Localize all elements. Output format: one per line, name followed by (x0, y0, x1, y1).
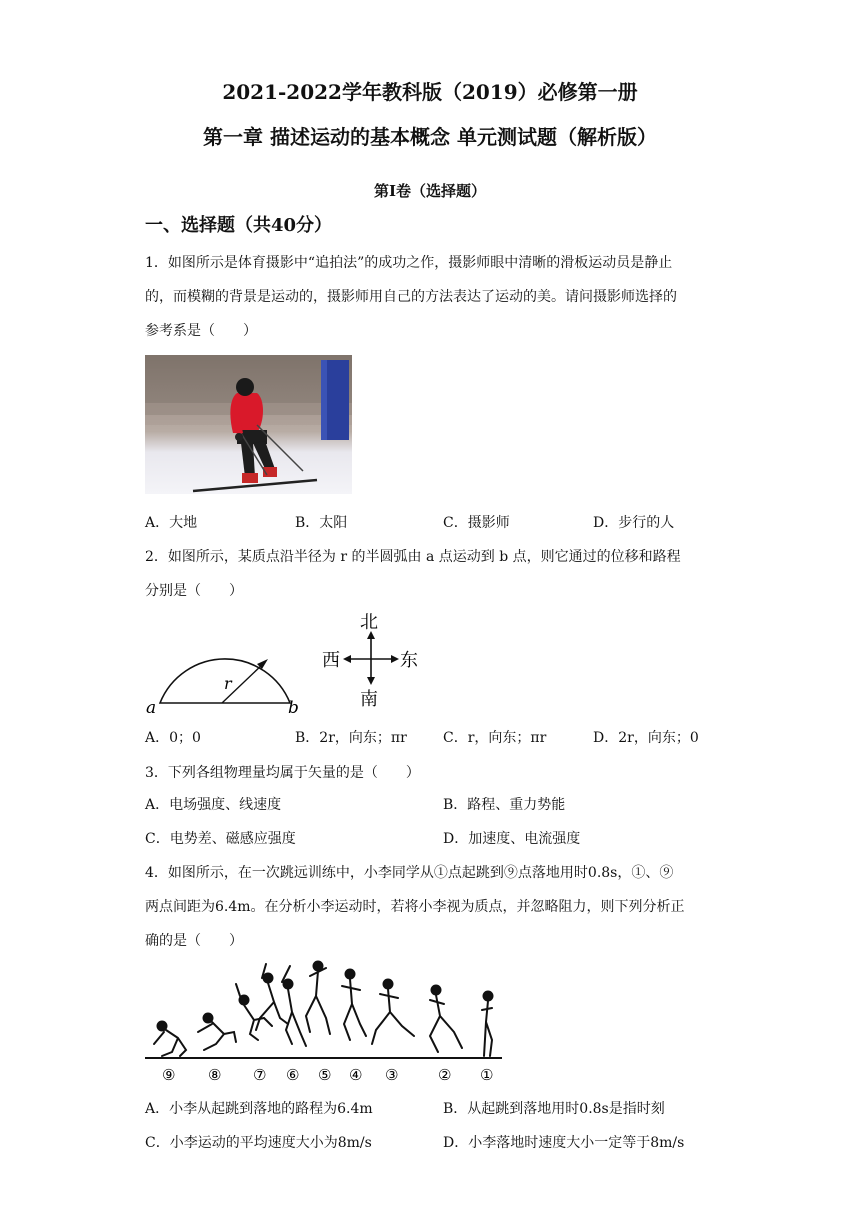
q4-option-b: B．从起跳到落地用时0.8s是指时刻 (443, 1101, 665, 1117)
question-4-stem (145, 856, 720, 958)
question-3-stem (145, 756, 720, 790)
stem-line: 4．如图所示，在一次跳远训练中，小李同学从①点起跳到⑨点落地用时0.8s，①、⑨ (145, 865, 674, 881)
position-label-3: ③ (385, 1066, 399, 1084)
q1-option-a: A．大地 (145, 515, 198, 531)
stem-line: 分别是（ ） (145, 583, 243, 599)
position-label-9: ⑨ (162, 1066, 176, 1084)
q1-option-b: B．太阳 (295, 515, 348, 531)
point-a-label: a (146, 698, 157, 718)
q4-option-d: D．小李落地时速度大小一定等于8m/s (443, 1135, 685, 1151)
q2-option-c: C．r，向东；πr (443, 730, 547, 746)
stem-line: 的，而模糊的背景是运动的，摄影师用自己的方法表达了运动的美。请问摄影师选择的 (145, 289, 677, 305)
q2-option-b: B．2r，向东；πr (295, 730, 407, 746)
section-heading: 一、选择题（共40分） (145, 215, 333, 236)
long-jump-diagram (140, 960, 510, 1088)
stem-line: 2．如图所示，某质点沿半径为 r 的半圆弧由 a 点运动到 b 点，则它通过的位移和路程 (145, 549, 681, 565)
position-label-5: ⑤ (318, 1066, 332, 1084)
point-b-label: b (288, 698, 299, 718)
position-label-6: ⑥ (286, 1066, 300, 1084)
q3-option-a: A．电场强度、线速度 (145, 797, 282, 813)
position-label-8: ⑧ (208, 1066, 222, 1084)
compass-north: 北 (360, 612, 378, 633)
position-label-2: ② (438, 1066, 452, 1084)
stem-line: 3．下列各组物理量均属于矢量的是（ ） (145, 765, 420, 781)
semicircle-diagram (140, 605, 440, 720)
q1-option-d: D．步行的人 (593, 515, 675, 531)
q4-option-a: A．小李从起跳到落地的路程为6.4m (145, 1101, 373, 1117)
question-2-stem (145, 540, 720, 608)
compass-south: 南 (360, 689, 378, 710)
question-1-stem (145, 246, 720, 348)
q2-option-a: A．0；0 (145, 730, 201, 746)
position-label-1: ① (480, 1066, 494, 1084)
position-label-4: ④ (349, 1066, 363, 1084)
volume-heading: 第Ⅰ卷（选择题） (373, 182, 487, 200)
q1-option-c: C．摄影师 (443, 515, 510, 531)
stem-line: 两点间距为6.4m。在分析小李运动时，若将小李视为质点，并忽略阻力，则下列分析正 (145, 899, 685, 915)
q3-option-d: D．加速度、电流强度 (443, 831, 581, 847)
q4-option-c: C．小李运动的平均速度大小为8m/s (145, 1135, 372, 1151)
radius-label: r (224, 674, 232, 693)
q3-option-c: C．电势差、磁感应强度 (145, 831, 296, 847)
q3-option-b: B．路程、重力势能 (443, 797, 566, 813)
stem-line: 参考系是（ ） (145, 323, 257, 339)
document-title-line1: 2021-2022学年教科版（2019）必修第一册 (222, 80, 638, 104)
compass-east: 东 (400, 650, 418, 671)
position-label-7: ⑦ (253, 1066, 267, 1084)
stem-line: 1．如图所示是体育摄影中“追拍法”的成功之作，摄影师眼中清晰的滑板运动员是静止 (145, 255, 673, 271)
skier-photo (145, 355, 352, 494)
compass-west: 西 (322, 650, 340, 671)
q2-option-d: D．2r，向东；0 (593, 730, 699, 746)
stem-line: 确的是（ ） (145, 933, 243, 949)
document-title-line2: 第一章 描述运动的基本概念 单元测试题（解析版） (203, 125, 657, 149)
